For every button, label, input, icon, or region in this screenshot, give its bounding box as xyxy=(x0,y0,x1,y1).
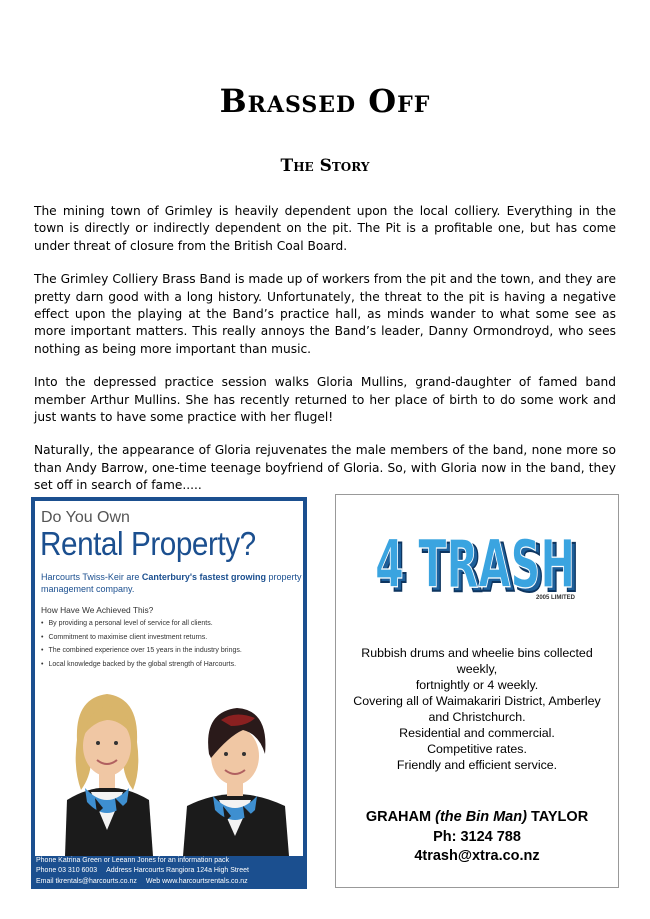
contact-name xyxy=(342,808,612,828)
footer-line: Phone Katrina Green or Leeann Jones for an information pack xyxy=(36,857,230,865)
ad-how-heading: How Have We Achieved This? xyxy=(41,605,154,615)
story-paragraph-3: Into the depressed practice session walks Gloria Mullins, grand-daughter of famed band member Arthur Mullins. She has recently returned to her place of birth to do some work and just wants to have some practice with her flugel! xyxy=(34,375,616,425)
footer-phone: Phone 03 310 6003 xyxy=(36,867,98,875)
story-text xyxy=(34,203,616,511)
agent-photo-left xyxy=(37,680,177,856)
logo-text: 4 TRASH xyxy=(375,526,575,603)
ad-footer xyxy=(36,856,302,887)
ad-headline-large: Rental Property? xyxy=(40,525,256,562)
footer-email-link[interactable]: Email tkrentals@harcourts.co.nz xyxy=(36,877,137,885)
ad-bullet: • By providing a personal level of service for all clients. xyxy=(41,617,242,631)
footer-address: Address Harcourts Rangiora 124a High Street xyxy=(106,867,249,875)
tagline-start: Harcourts Twiss-Keir are xyxy=(41,572,142,582)
contact-block xyxy=(342,808,612,867)
service-line: Friendly and efficient service. xyxy=(396,758,558,772)
ad-bullet: • Commitment to maximise client investment returns. xyxy=(41,631,242,645)
footer-web-link[interactable]: Web www.harcourtsrentals.co.nz xyxy=(145,877,248,885)
service-line: fortnightly or 4 weekly. xyxy=(415,678,539,692)
tagline-bold: Canterbury's fastest growing xyxy=(141,572,267,582)
ad-bullet-list xyxy=(41,617,242,671)
ad-tagline xyxy=(41,571,303,595)
ad-bullet: • Local knowledge backed by the global strength of Harcourts. xyxy=(41,658,242,672)
story-paragraph-2: The Grimley Colliery Brass Band is made up of workers from the pit and the town, and they are pretty darn good with a long history. Unfortunately, the threat to the pit is having a negative effect upon the playing at the Band’s practice hall, as minds wander to what some see as more important matters. This really annoys the Band’s leader, Danny Ormondroyd, who sees nothing as being more important than music. xyxy=(34,272,616,356)
story-paragraph-1: The mining town of Grimley is heavily dependent upon the local colliery. Everything in the town is directly or indirectly dependent on the pit. The Pit is a profitable one, but has come under threat of closure from the British Coal Board. xyxy=(34,204,616,253)
contact-email-link[interactable]: 4trash@xtra.co.nz xyxy=(414,848,540,864)
story-paragraph-4: Naturally, the appearance of Gloria rejuvenates the male members of the band, none more so than Andy Barrow, one-time teenage boyfriend of Gloria. So, with Gloria now in the band, they set off in search of fame..... xyxy=(34,443,616,493)
service-line: Rubbish drums and wheelie bins collected weekly, xyxy=(361,646,593,676)
trash-service-ad xyxy=(335,494,619,888)
service-list xyxy=(342,645,612,773)
4trash-logo xyxy=(374,521,584,603)
service-line: Competitive rates. xyxy=(427,742,527,756)
section-subtitle: The Story xyxy=(280,156,370,176)
name-last: TAYLOR xyxy=(526,809,589,825)
logo-shadow: 4 TRASH xyxy=(379,530,579,603)
rental-property-ad xyxy=(31,497,307,889)
service-line: Residential and commercial. xyxy=(399,726,555,740)
agent-photo-right xyxy=(169,696,303,856)
ad-panel xyxy=(35,501,303,856)
service-line: Covering all of Waimakariri District, Amberley and Christchurch. xyxy=(353,694,601,724)
ad-bullet: • The combined experience over 15 years in the industry brings. xyxy=(41,644,242,658)
ad-headline-small: Do You Own xyxy=(41,509,130,526)
page-title: Brassed Off xyxy=(219,82,431,120)
name-first: GRAHAM xyxy=(365,809,436,825)
footer-row-email xyxy=(36,877,302,887)
name-nickname: (the Bin Man) xyxy=(435,809,527,825)
tagline-end: property management company. xyxy=(41,572,302,594)
contact-phone: Ph: 3124 788 xyxy=(433,828,521,845)
footer-row-phone xyxy=(36,866,302,876)
logo-subtext: 2005 LIMITED xyxy=(536,595,576,601)
